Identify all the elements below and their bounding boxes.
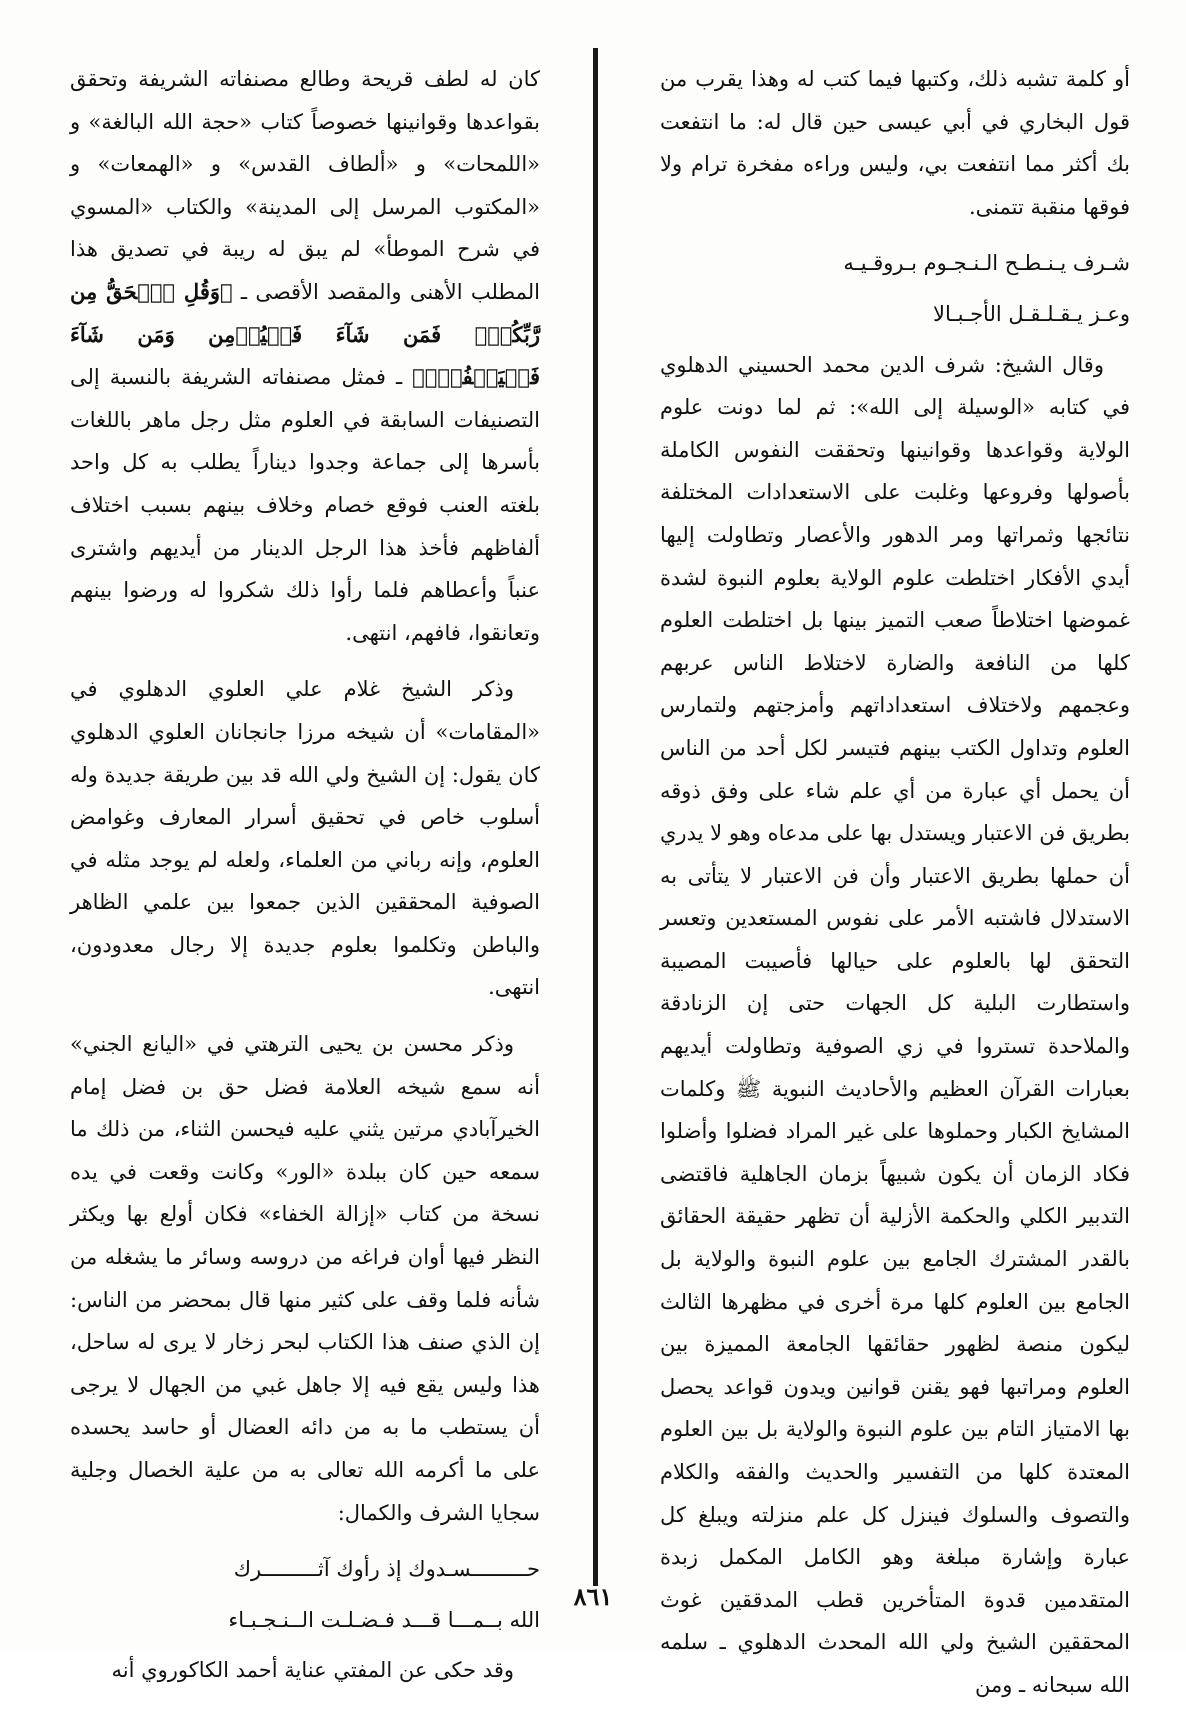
left-paragraph-3: وذكر محسن بن يحيى الترهتي في «اليانع الجني» أنه سمع شيخه العلامة فضل حق بن فضل إمام الخيرآبادي مرتين يثني عليه فيحسن الثناء، من ذلك ما سمعه حين كان ببلدة «الور» وكانت وقعت في يده نسخة من كتاب «إزالة الخفاء» فكان أولع بها ويكثر النظر فيها أوان فراغه من دروسه وسائر ما يشغله من شأنه فلما وقف على كثير منها قال بمحضر من الناس: إن الذي صنف هذا الكتاب لبحر زخار لا يرى له ساحل، هذا وليس يقع فيه إلا جاهل غبي من الجهال لا يرجى أن يستطب ما به من دائه العضال أو حاسد يحسده على ما أكرمه الله تعالى به من علية الخصال وجلية سجايا الشرف والكمال: bbox=[70, 1032, 540, 1525]
poem-line-2: الله بــمـــا قـــد فـضـلـت الــنـجـبـاء bbox=[228, 1607, 540, 1632]
left-paragraph-1 bbox=[70, 58, 540, 654]
left-paragraph-1-start: كان له لطف قريحة وطالع مصنفاته الشريفة وتحقق بقواعدها وقوانينها خصوصاً كتاب «حجة الله البالغة» و «اللمحات» و «ألطاف القدس» و «الهمعات» و «المكتوب المرسل إلى المدينة» والكتاب «المسوي في شرح الموطأ» لم يبق له ريبة في تصديق هذا المطلب الأهنى والمقصد الأقصى ـ bbox=[70, 67, 540, 304]
column-divider bbox=[593, 48, 598, 1586]
quran-verse: ﴿وَقُلِ ٱلۡحَقُّ مِن رَّبِّكُمۡۖ فَمَن شَآءَ فَلۡيُؤۡمِن وَمَن شَآءَ فَلۡيَكۡفُرۡۚ﴾ bbox=[70, 278, 540, 390]
left-column bbox=[70, 58, 540, 1706]
verse-line-1: شـرف يـنـطـح الـنـجـوم بـروقـيـه bbox=[843, 251, 1130, 276]
left-paragraph-2: وذكر الشيخ غلام علي العلوي الدهلوي في «المقامات» أن شيخه مرزا جانجانان العلوي الدهلوي كان يقول: إن الشيخ ولي الله قد بين طريقة جديدة وله أسلوب خاص في تحقيق أسرار المعارف وغوامض العلوم، وإنه رباني من العلماء، ولعله لم يوجد مثله في الصوفية المحققين الذين جمعوا بين علمي الظاهر والباطن وتكلموا بعلوم جديدة إلا رجال معدودون، انتهى. bbox=[70, 677, 540, 1000]
verse-line-2: وعـز يـقـلـقـل الأجـبـالا bbox=[933, 301, 1130, 326]
page-number: ٨٦١ bbox=[573, 1582, 613, 1611]
right-column bbox=[660, 58, 1130, 1721]
right-paragraph-1: أو كلمة تشبه ذلك، وكتبها فيما كتب له وهذا يقرب من قول البخاري في أبي عيسى حين قال له: ما انتفعت بك أكثر مما انتفعت بي، وليس وراءه مفخرة ترام ولا فوقها منقبة تتمنى. bbox=[660, 67, 1130, 219]
right-paragraph-2: وقال الشيخ: شرف الدين محمد الحسيني الدهلوي في كتابه «الوسيلة إلى الله»: ثم لما دونت علوم الولاية وقواعدها وقوانينها وتحققت النفوس الكاملة بأصولها وفروعها وغلبت على الاستعدادات المختلفة نتائجها وثمراتها ومر الدهور والأعصار وتطاولت إليها أيدي الأفكار اختلطت علوم الولاية بعلوم النبوة لشدة غموضها اختلاطاً صعب التميز بينها بل اختلطت العلوم كلها من النافعة والضارة لاختلاط الناس عربهم وعجمهم ولاختلاف استعداداتهم وأمزجتهم ولتمارس العلوم وتداول الكتب بينهم فتيسر لكل أحد من الناس أن يحمل أي عبارة من أي علم شاء على وفق ذوقه بطريق فن الاعتبار ويستدل بها على مدعاه وهو لا يدري أن حملها بطريق الاعتبار وأن فن الاعتبار لا يتأتى به الاستدلال فاشتبه الأمر على نفوس المستعدين وتعسر التحقق لها بالعلوم على حيالها فأصيبت المصيبة واستطارت البلية كل الجهات حتى إن الزنادقة والملاحدة تستروا في زي الصوفية وتطاولت أيديهم بعبارات القرآن العظيم والأحاديث النبوية ﷺ وكلمات المشايخ الكبار وحملوها على غير المراد فضلوا وأضلوا فكاد الزمان أن يكون شبيهاً بزمان الجاهلية فاقتضى التدبير الكلي والحكمة الأزلية أن تظهر حقيقة الحقائق بالقدر المشترك الجامع بين علوم النبوة والولاية بل الجامع بين العلوم كلها مرة أخرى في مظهرها الثالث ليكون منصة لظهور حقائقها الجامعة المميزة بين العلوم ومراتبها فهو يقنن قوانين ويدون قواعد يحصل بها الامتياز التام بين علوم النبوة والولاية بل بين العلوم المعتدة كلها من التفسير والحديث والفقه والكلام والتصوف والسلوك فينزل كل علم منزلته ويبلغ كل عبارة وإشارة مبلغة وهو الكامل المكمل زبدة المتقدمين قدوة المتأخرين قطب المدققين غوث المحققين الشيخ ولي الله المحدث الدهلوي ـ سلمه الله سبحانه ـ ومن bbox=[660, 352, 1130, 1697]
left-paragraph-1-end: ـ فمثل مصنفاته الشريفة بالنسبة إلى التصنيفات السابقة في العلوم مثل رجل ماهر باللغات بأسرها إلى جماعة وجدوا ديناراً يطلب به كل واحد بلغته العنب فوقع خصام وخلاف بينهم بسبب اختلاف ألفاظهم فأخذ هذا الرجل الدينار من أيديهم واشترى عنباً وأعطاهم فلما رأوا ذلك شكروا له ورضوا بينهم وتعانقوا، فافهم، انتهى. bbox=[70, 365, 540, 645]
left-paragraph-4: وقد حكى عن المفتي عناية أحمد الكاكوروي أنه bbox=[111, 1658, 514, 1683]
poem-line-1: حـــــــــسـدوك إذ رأوك آثـــــــــرك bbox=[233, 1557, 540, 1582]
